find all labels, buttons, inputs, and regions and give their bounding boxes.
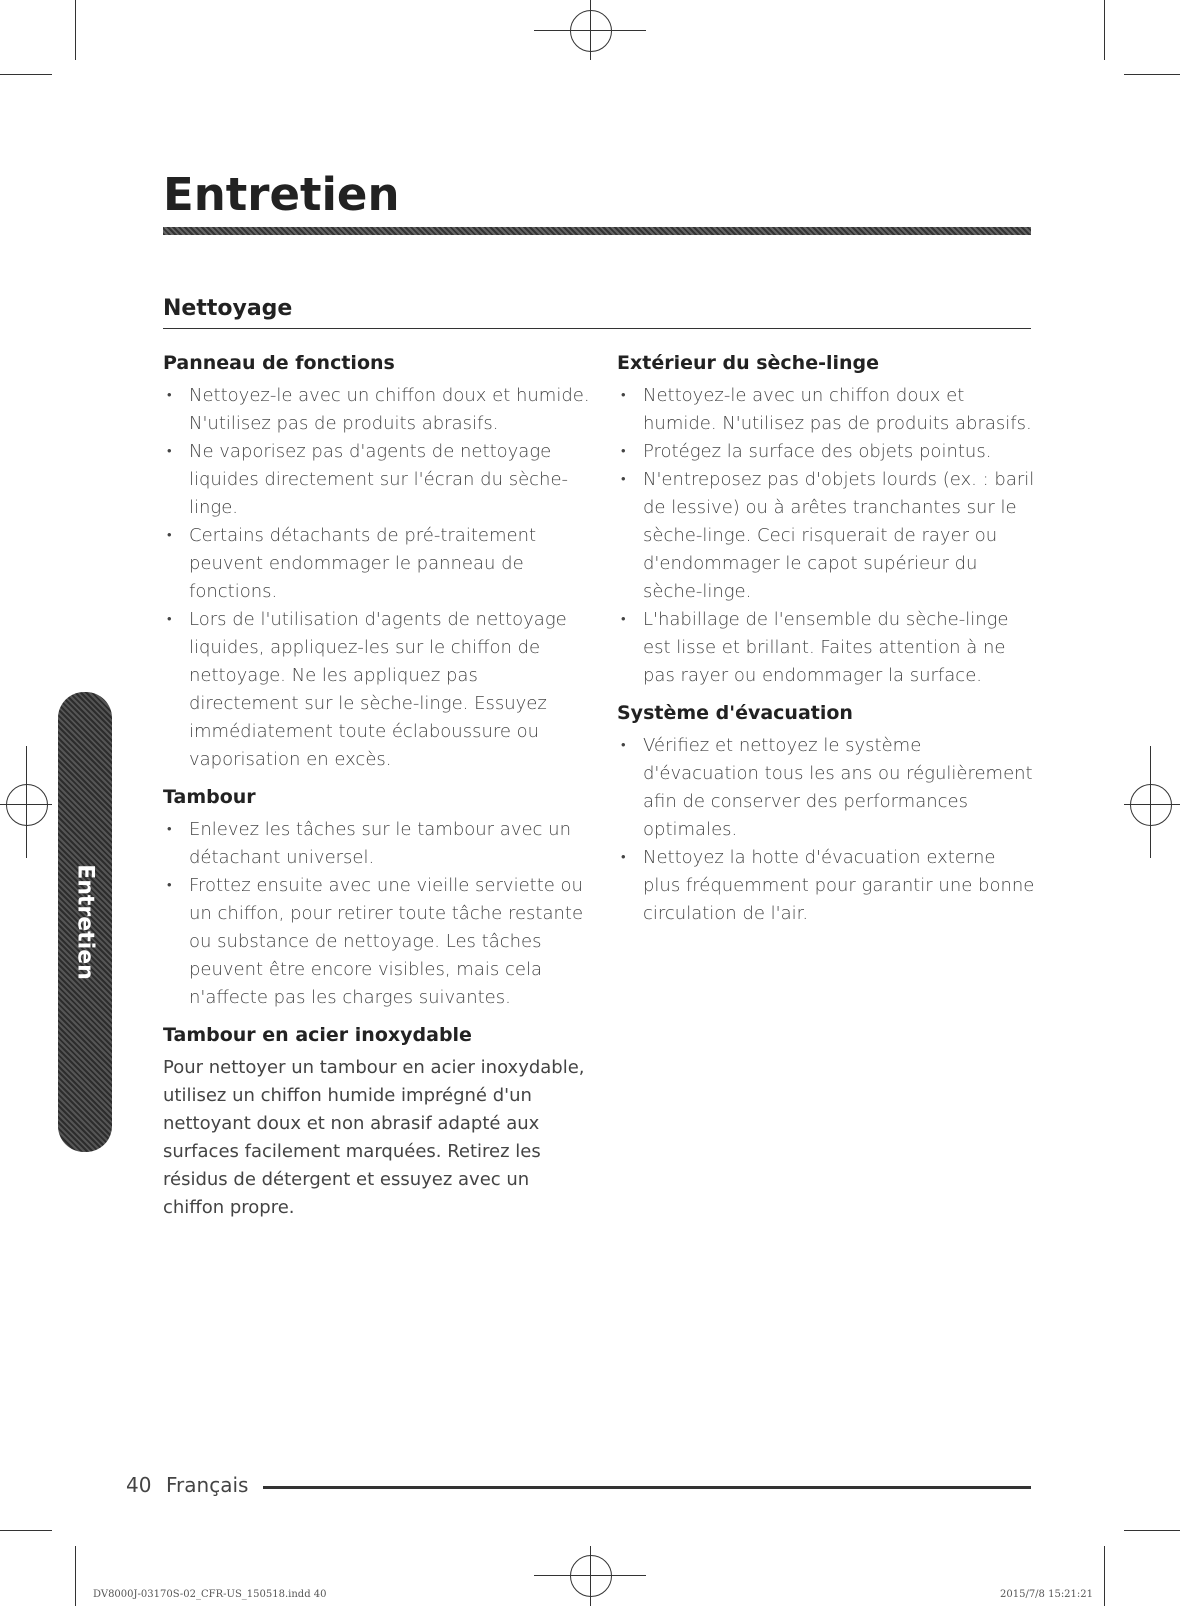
bullet-list	[617, 382, 1037, 690]
list-item: • Nettoyez-le avec un chiffon doux et humide. N'utilisez pas de produits abrasifs.	[617, 382, 1037, 438]
subsection-heading: Tambour	[163, 786, 256, 808]
page-title: Entretien	[163, 168, 400, 221]
crop-mark	[1104, 0, 1105, 60]
list-item: • N'entreposez pas d'objets lourds (ex. : baril de lessive) ou à arêtes tranchantes sur le sèche-linge. Ceci risquerait de rayer ou d'endommager le capot supérieur du sèche-linge.	[617, 466, 1037, 606]
bullet-list	[163, 816, 593, 1012]
list-item: • Certains détachants de pré-traitement peuvent endommager le panneau de fonctions.	[163, 522, 593, 606]
bullet-list	[617, 732, 1037, 928]
subsection-evacuation	[617, 700, 1037, 928]
crop-mark	[0, 1530, 52, 1531]
list-item: • L'habillage de l'ensemble du sèche-linge est lisse et brillant. Faites attention à ne pas rayer ou endommager la surface.	[617, 606, 1037, 690]
list-item: • Lors de l'utilisation d'agents de nettoyage liquides, appliquez-les sur le chiffon de nettoyage. Ne les appliquez pas directement sur le sèche-linge. Essuyez immédiatement toute éclaboussure ou vaporisation en excès.	[163, 606, 593, 774]
crop-mark	[75, 0, 76, 60]
section-title: Nettoyage	[163, 296, 293, 321]
list-item: • Enlevez les tâches sur le tambour avec un détachant universel.	[163, 816, 593, 872]
side-chapter-tab	[58, 692, 112, 1152]
registration-circle	[6, 784, 48, 826]
subsection-heading: Panneau de fonctions	[163, 352, 395, 374]
footer-language: Français	[166, 1473, 249, 1497]
registration-circle	[570, 10, 612, 52]
crop-mark	[1124, 74, 1180, 75]
bullet-list	[163, 382, 593, 774]
crop-mark	[0, 74, 52, 75]
print-timestamp: 2015/7/8 15:21:21	[1000, 1589, 1094, 1600]
left-column	[163, 350, 593, 1232]
footer-rule	[263, 1486, 1031, 1489]
paragraph: Pour nettoyer un tambour en acier inoxydable, utilisez un chiffon humide imprégné d'un nettoyant doux et non abrasif adapté aux surfaces facilement marquées. Retirez les résidus de détergent et essuyez avec un chiffon propre.	[163, 1057, 585, 1218]
registration-circle	[1130, 784, 1172, 826]
crop-mark	[1124, 1530, 1180, 1531]
list-item: • Vérifiez et nettoyez le système d'évacuation tous les ans ou régulièrement afin de conserver des performances optimales.	[617, 732, 1037, 844]
side-tab-label: Entretien	[72, 864, 98, 980]
list-item: • Frottez ensuite avec une vieille serviette ou un chiffon, pour retirer toute tâche restante ou substance de nettoyage. Les tâches peuvent être encore visibles, mais cela n'affecte pas les charges suivantes.	[163, 872, 593, 1012]
page-number: 40	[126, 1473, 152, 1497]
subsection-heading: Système d'évacuation	[617, 702, 853, 724]
print-file-name: DV8000J-03170S-02_CFR-US_150518.indd 40	[93, 1589, 327, 1600]
subsection-heading: Tambour en acier inoxydable	[163, 1024, 472, 1046]
crop-mark	[1104, 1546, 1105, 1606]
title-rule	[163, 227, 1031, 235]
list-item: • Nettoyez-le avec un chiffon doux et humide. N'utilisez pas de produits abrasifs.	[163, 382, 593, 438]
subsection-tambour-inox	[163, 1022, 593, 1222]
crop-mark	[75, 1546, 76, 1606]
section-rule	[163, 328, 1031, 329]
subsection-tambour	[163, 784, 593, 1012]
list-item: • Protégez la surface des objets pointus.	[617, 438, 1037, 466]
subsection-exterieur	[617, 350, 1037, 690]
right-column	[617, 350, 1037, 938]
list-item: • Nettoyez la hotte d'évacuation externe plus fréquemment pour garantir une bonne circulation de l'air.	[617, 844, 1037, 928]
registration-circle	[570, 1555, 612, 1597]
list-item: • Ne vaporisez pas d'agents de nettoyage liquides directement sur l'écran du sèche-linge.	[163, 438, 593, 522]
subsection-heading: Extérieur du sèche-linge	[617, 352, 880, 374]
subsection-panneau	[163, 350, 593, 774]
